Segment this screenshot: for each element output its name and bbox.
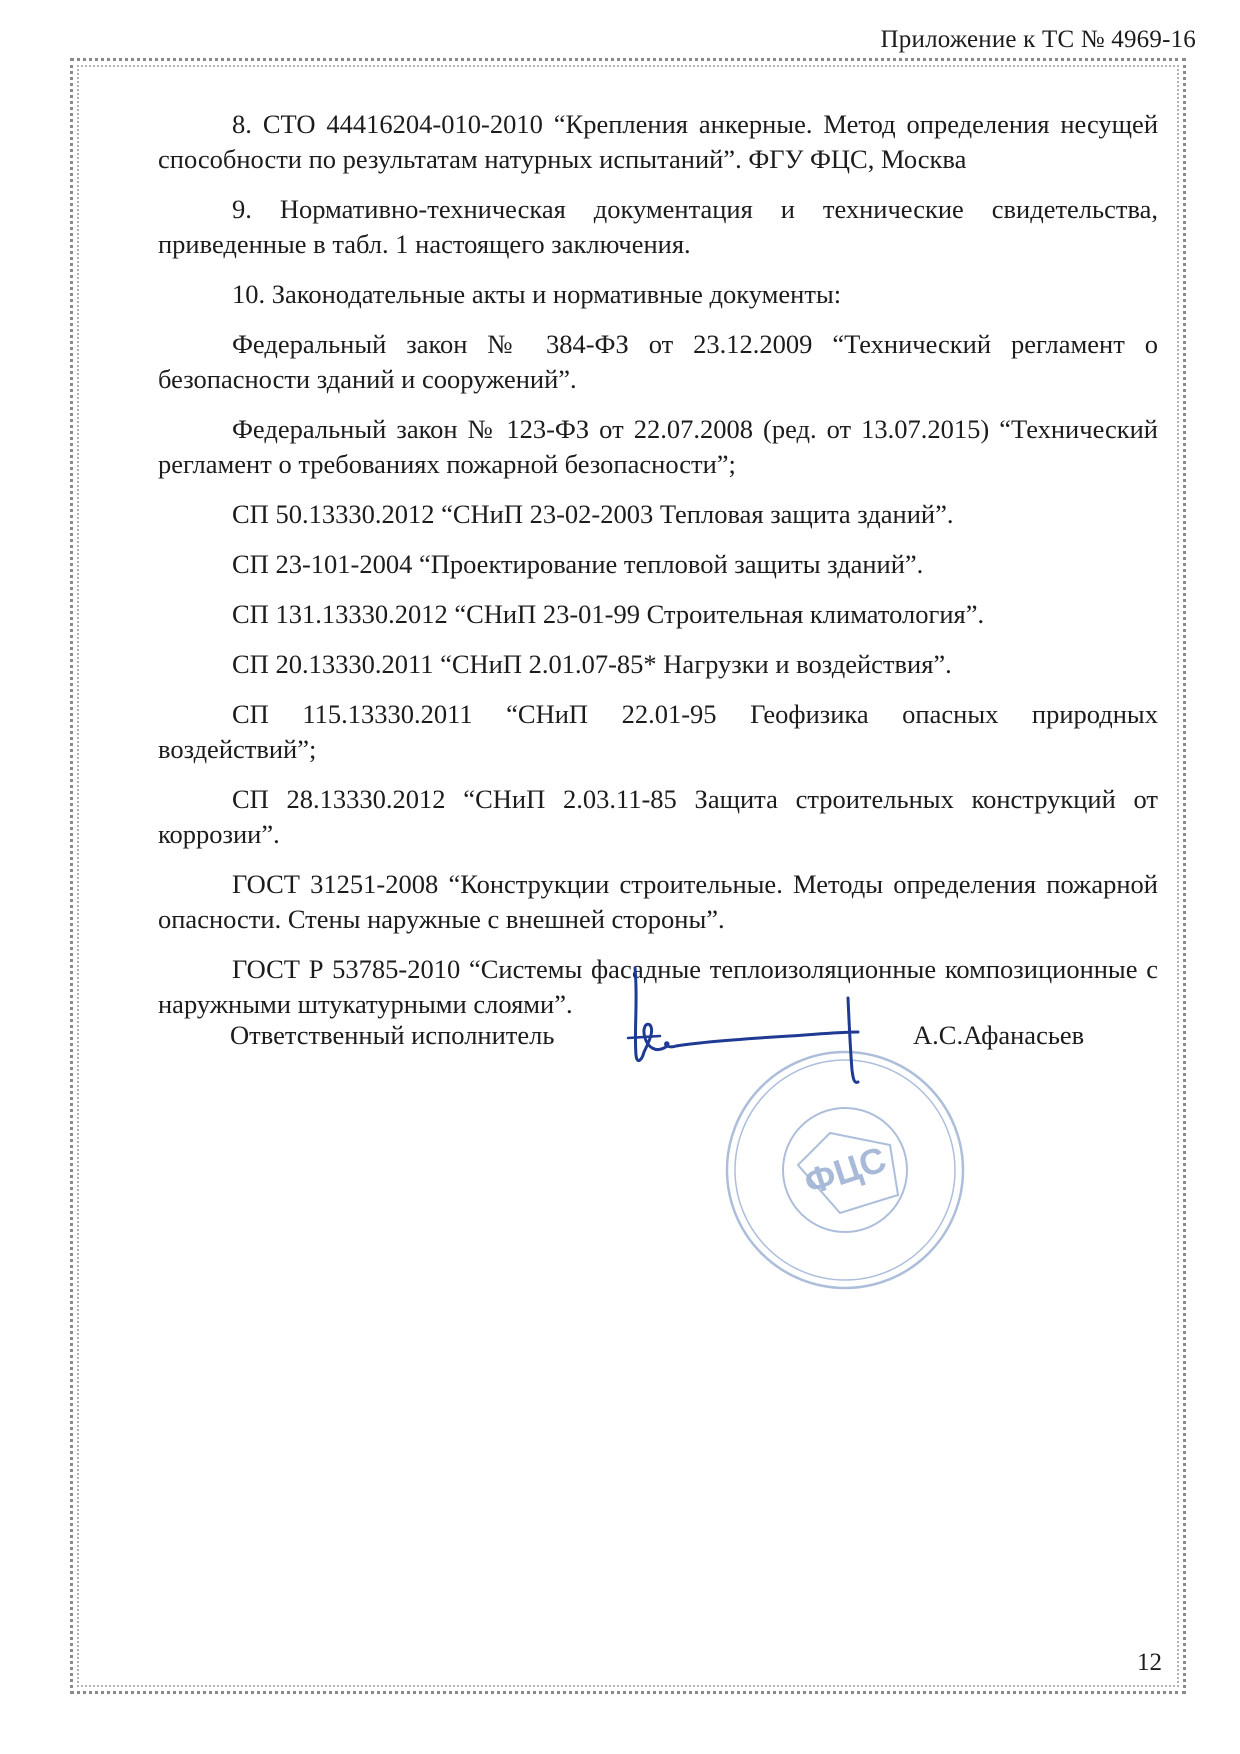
document-body (158, 107, 1158, 1037)
sp-115: СП 115.13330.2011 “СНиП 22.01-95 Геофизика опасных природных воздействий”; (158, 699, 1158, 764)
paragraph-item-8: 8. СТО 44416204-010-2010 “Крепления анкерные. Метод определения несущей способности по результатам натурных испытаний”. ФГУ ФЦС, Москва (158, 109, 1158, 174)
sp-28: СП 28.13330.2012 “СНиП 2.03.11-85 Защита строительных конструкций от коррозии”. (158, 784, 1158, 849)
paragraph-item-9: 9. Нормативно-техническая документация и технические свидетельства, приведенные в табл. 1 настоящего заключения. (158, 194, 1158, 259)
gost-31251: ГОСТ 31251-2008 “Конструкции строительные. Методы определения пожарной опасности. Стены наружные с внешней стороны”. (158, 869, 1158, 934)
law-123-fz: Федеральный закон № 123-ФЗ от 22.07.2008 (ред. от 13.07.2015) “Технический регламент о требованиях пожарной безопасности”; (158, 414, 1158, 479)
signature-icon (620, 960, 930, 1110)
sp-23-101: СП 23-101-2004 “Проектирование тепловой защиты зданий”. (232, 549, 924, 579)
sp-50: СП 50.13330.2012 “СНиП 23-02-2003 Тепловая защита зданий”. (232, 499, 954, 529)
annex-header: Приложение к ТС № 4969-16 (880, 26, 1196, 53)
gost-r-53785: ГОСТ Р 53785-2010 “Системы фасадные теплоизоляционные композиционные с наружными штукатурными слоями”. (158, 954, 1158, 1019)
stamp-text: ФЦС (799, 1138, 891, 1203)
law-384-fz: Федеральный закон № 384-ФЗ от 23.12.2009 “Технический регламент о безопасности зданий и сооружений”. (158, 329, 1158, 394)
signature-label: Ответственный исполнитель (230, 1020, 555, 1050)
signatory-name: А.С.Афанасьев (913, 1020, 1085, 1050)
page-number: 12 (1137, 1649, 1162, 1676)
sp-20: СП 20.13330.2011 “СНиП 2.01.07-85* Нагрузки и воздействия”. (232, 649, 952, 679)
sp-131: СП 131.13330.2012 “СНиП 23-01-99 Строительная климатология”. (232, 599, 985, 629)
paragraph-item-10: 10. Законодательные акты и нормативные документы: (232, 279, 842, 309)
